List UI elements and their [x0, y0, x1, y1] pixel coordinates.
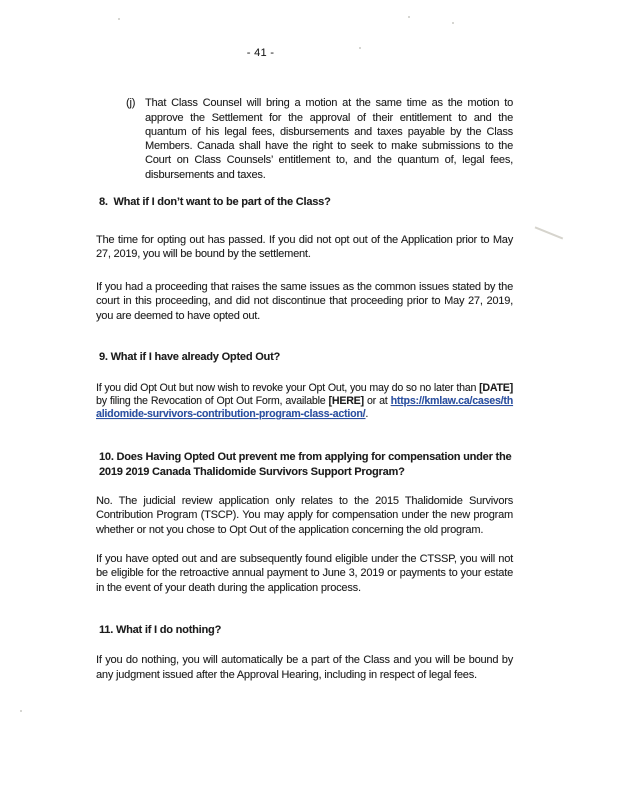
section-10-heading: 10. Does Having Opted Out prevent me from applying for compensation under the 2019 2019 Canada Thalidomide Survivors Support Program?	[99, 451, 515, 478]
document-body	[96, 0, 513, 682]
pencil-scan-mark	[535, 226, 563, 239]
list-item-j	[96, 96, 513, 182]
section-9-heading: 9. What if I have already Opted Out?	[99, 351, 281, 364]
section-10-paragraph-1: No. The judicial review application only relates to the 2015 Thalidomide Survivors Contribution Program (TSCP). You may apply for compensation under the new program whether or not you chose to Opt Out of the application concerning the old program.	[96, 495, 513, 536]
here-placeholder: [HERE]	[328, 394, 364, 407]
section-8-heading: 8. What if I don’t want to be part of the Class?	[99, 196, 331, 209]
section-11-heading: 11. What if I do nothing?	[99, 623, 222, 636]
section-9-text-part4: .	[365, 407, 369, 420]
revocation-form-link[interactable]: https://kmlaw.ca/cases/thalidomide-survivors-contribution-program-class-action/	[96, 394, 513, 420]
section-9-text-part1: If you did Opt Out but now wish to revoke your Opt Out, you may do so no later than	[96, 381, 480, 394]
section-10-paragraph-2: If you have opted out and are subsequently found eligible under the CTSSP, you will not be eligible for the retroactive annual payment to June 3, 2019 or payments to your estate in the event of your death during the application process.	[96, 553, 513, 594]
section-9-paragraph-1	[96, 382, 513, 422]
section-11-paragraph-1: If you do nothing, you will automatically be a part of the Class and you will be bound by any judgment issued after the Approval Hearing, including in respect of legal fees.	[96, 654, 513, 681]
list-item-j-marker: (j)	[126, 97, 136, 110]
page-number: - 41 -	[246, 47, 275, 59]
section-8-paragraph-1: The time for opting out has passed. If you did not opt out of the Application prior to May 27, 2019, you will be bound by the settlement.	[96, 233, 513, 260]
list-item-j-text: That Class Counsel will bring a motion at the same time as the motion to approve the Settlement for the approval of their entitlement to and the quantum of his legal fees, disbursements and taxes payable by the Class Members. Canada shall have the right to seek to make submissions to the Court on Class Counsels’ entitlement to, and the quantum of, legal fees, disbursements and taxes.	[145, 97, 513, 181]
date-placeholder: [DATE]	[479, 381, 513, 394]
scan-speck	[20, 710, 22, 712]
section-9-text-part3: or at	[363, 394, 391, 407]
section-8-paragraph-2: If you had a proceeding that raises the same issues as the common issues stated by the court in this proceeding, and did not discontinue that proceeding prior to May 27, 2019, you are deemed to have opted out.	[96, 281, 513, 322]
section-9-text-part2: by filing the Revocation of Opt Out Form, available	[96, 394, 329, 407]
